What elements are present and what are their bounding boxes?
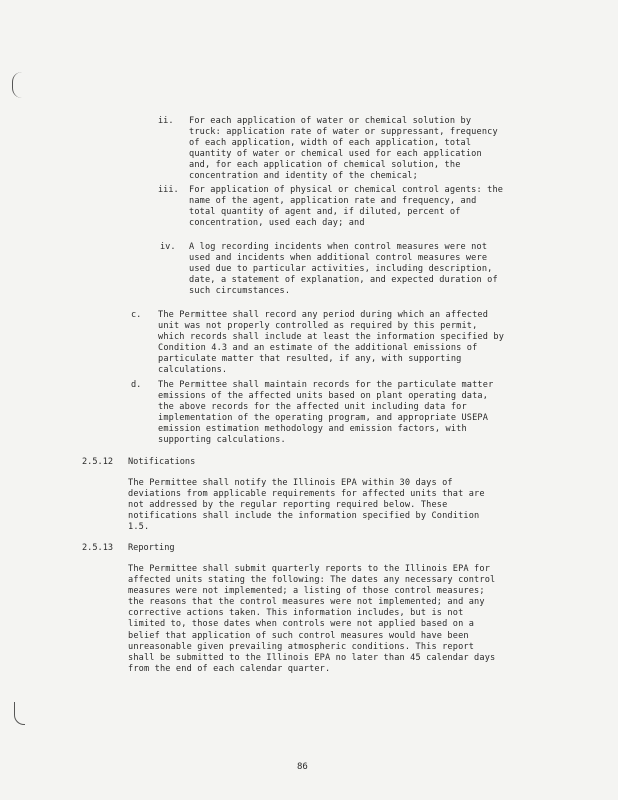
text-line: limited to, those dates when controls were not applied based on a xyxy=(128,619,475,630)
text-line: 1.5. xyxy=(128,522,150,533)
page-number: 86 xyxy=(297,762,308,772)
text-line: date, a statement of explanation, and expected duration of xyxy=(189,275,498,286)
text-line: The Permittee shall submit quarterly reports to the Illinois EPA for xyxy=(128,564,491,574)
text-line: and, for each application of chemical solution, the xyxy=(189,160,461,171)
text-line: emissions of the affected units based on plant operating data, xyxy=(158,391,489,402)
item-paragraph xyxy=(158,380,493,447)
text-line: of each application, width of each application, total xyxy=(189,138,472,149)
text-line: The Permittee shall record any period during which an affected xyxy=(158,310,489,320)
item-marker: d. xyxy=(131,380,142,390)
item-paragraph xyxy=(189,242,498,297)
binding-mark-bottom xyxy=(14,702,25,725)
text-line: For application of physical or chemical control agents: the xyxy=(189,185,504,195)
section-heading xyxy=(82,457,195,468)
text-line: supporting calculations. xyxy=(158,435,286,446)
section-heading xyxy=(82,543,175,554)
item-marker: ii. xyxy=(158,116,174,126)
text-line: deviations from applicable requirements for affected units that are xyxy=(128,489,485,500)
item-paragraph xyxy=(189,116,498,183)
text-line: A log recording incidents when control measures were not xyxy=(189,242,488,252)
text-line: unreasonable given prevailing atmospheric conditions. This report xyxy=(128,641,475,652)
item-paragraph xyxy=(158,310,504,377)
text-line: total quantity of agent and, if diluted, percent of xyxy=(189,207,461,218)
text-line: Condition 4.3 and an estimate of the additional emissions of xyxy=(158,343,478,354)
section-title: Reporting xyxy=(128,543,175,553)
text-line: notifications shall include the information specified by Condition xyxy=(128,511,480,522)
section-paragraph xyxy=(128,564,495,675)
text-line: from the end of each calendar quarter. xyxy=(128,663,331,674)
text-line: implementation of the operating program, and appropriate USEPA xyxy=(158,413,489,424)
text-line: quantity of water or chemical used for each application xyxy=(189,149,482,160)
text-line: truck: application rate of water or suppressant, frequency xyxy=(189,127,498,138)
text-line: not addressed by the regular reporting required below. These xyxy=(128,500,448,511)
item-marker: iii. xyxy=(158,185,179,195)
item-paragraph xyxy=(189,185,503,229)
text-line: corrective actions taken. This information includes, but is not xyxy=(128,608,464,619)
binding-mark-top xyxy=(12,72,23,98)
item-marker: iv. xyxy=(160,242,176,252)
section-number: 2.5.12 xyxy=(82,457,114,467)
item-marker: c. xyxy=(131,310,142,320)
text-line: emission estimation methodology and emission factors, with xyxy=(158,424,467,435)
text-line: For each application of water or chemical solution by xyxy=(189,116,472,126)
text-line: shall be submitted to the Illinois EPA no later than 45 calendar days xyxy=(128,652,496,663)
text-line: belief that application of such control measures would have been xyxy=(128,630,469,641)
section-number: 2.5.13 xyxy=(82,543,114,553)
section-paragraph xyxy=(128,478,485,533)
text-line: used and incidents when additional control measures were xyxy=(189,253,488,264)
text-line: the above records for the affected unit including data for xyxy=(158,402,467,413)
text-line: unit was not properly controlled as required by this permit, xyxy=(158,321,478,332)
text-line: The Permittee shall notify the Illinois EPA within 30 days of xyxy=(128,478,453,488)
text-line: concentration and identity of the chemical; xyxy=(189,171,418,182)
text-line: used due to particular activities, including description, xyxy=(189,264,493,275)
section-title: Notifications xyxy=(128,457,196,467)
text-line: such circumstances. xyxy=(189,286,291,297)
text-line: particulate matter that resulted, if any, with supporting xyxy=(158,354,462,365)
text-line: affected units stating the following: The dates any necessary control xyxy=(128,575,496,586)
text-line: The Permittee shall maintain records for the particulate matter xyxy=(158,380,494,390)
text-line: concentration, used each day; and xyxy=(189,218,365,229)
text-line: name of the agent, application rate and frequency, and xyxy=(189,196,477,207)
text-line: which records shall include at least the information specified by xyxy=(158,332,505,343)
text-line: calculations. xyxy=(158,365,228,376)
text-line: measures were not implemented; a listing of those control measures; xyxy=(128,586,485,597)
text-line: the reasons that the control measures were not implemented; and any xyxy=(128,597,485,608)
